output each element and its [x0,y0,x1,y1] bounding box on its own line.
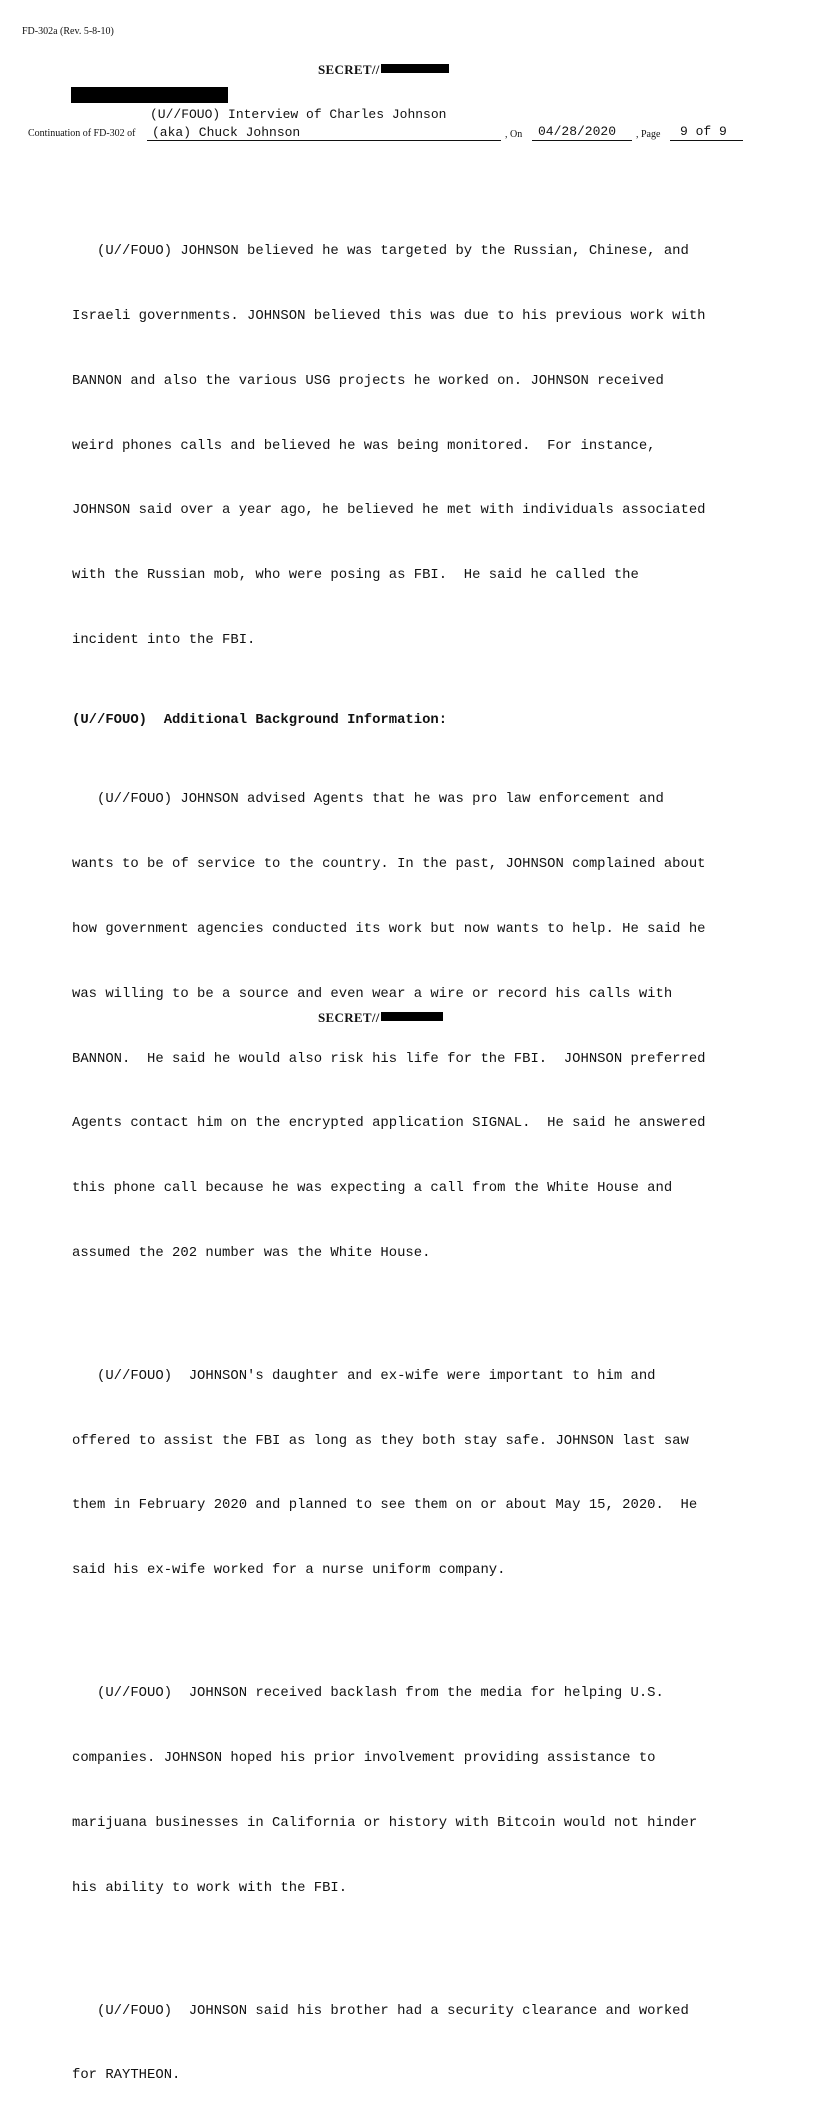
text-line: said his ex-wife worked for a nurse uniform company. [72,1562,506,1579]
classification-footer [318,1010,443,1026]
text-line: BANNON and also the various USG projects he worked on. JOHNSON received [72,372,664,389]
paragraph [72,1323,752,1625]
paragraph [72,746,752,1307]
classification-header [318,62,449,78]
interview-date: 04/28/2020 [538,124,617,139]
redaction-bar [71,87,228,103]
page-label: , Page [636,129,661,140]
text-line: JOHNSON said over a year ago, he believed he met with individuals associated [72,502,706,519]
text-line: incident into the FBI. [72,631,256,648]
section-heading: (U//FOUO) Additional Background Information: [72,711,448,728]
subject-underline [147,140,501,141]
text-line: offered to assist the FBI as long as they both stay safe. JOHNSON last saw [72,1432,689,1449]
text-line: Israeli governments. JOHNSON believed this was due to his previous work with [72,307,706,324]
text-line: (U//FOUO) JOHNSON's daughter and ex-wife were important to him and [72,1367,656,1384]
subject-line-2: (aka) Chuck Johnson [152,125,301,140]
text-line: companies. JOHNSON hoped his prior involvement providing assistance to [72,1749,656,1766]
text-line: this phone call because he was expecting a call from the White House and [72,1180,673,1197]
text-line: (U//FOUO) JOHNSON advised Agents that he was pro law enforcement and [72,791,664,808]
text-line: how government agencies conducted its work but now wants to help. He said he [72,921,706,937]
classification-label: SECRET// [318,62,380,77]
paragraph [72,198,752,695]
text-line: was willing to be a source and even wear a wire or record his calls with [72,985,673,1002]
text-line: for RAYTHEON. [72,2067,181,2084]
text-line: (U//FOUO) JOHNSON believed he was targeted by the Russian, Chinese, and [72,243,689,260]
continuation-label: Continuation of FD-302 of [28,128,136,139]
form-id: FD-302a (Rev. 5-8-10) [22,26,114,37]
paragraph [72,1957,752,2112]
text-line: marijuana businesses in California or history with Bitcoin would not hinder [72,1814,698,1831]
subject-line-1: (U//FOUO) Interview of Charles Johnson [150,107,447,122]
classification-label: SECRET// [318,1010,380,1025]
page-underline [670,140,743,141]
text-line: them in February 2020 and planned to see them on or about May 15, 2020. He [72,1497,698,1514]
on-label: , On [505,129,523,140]
text-line: weird phones calls and believed he was being monitored. For instance, [72,437,656,454]
document-body [72,198,752,2112]
text-line: (U//FOUO) JOHNSON said his brother had a security clearance and worked [72,2002,689,2019]
text-line: BANNON. He said he would also risk his life for the FBI. JOHNSON preferred [72,1050,706,1067]
paragraph [72,1640,752,1942]
text-line: assumed the 202 number was the White House. [72,1244,431,1261]
date-underline [532,140,632,141]
text-line: Agents contact him on the encrypted application SIGNAL. He said he answered [72,1115,706,1132]
text-line: his ability to work with the FBI. [72,1879,348,1896]
redaction-bar [381,64,449,73]
text-line: wants to be of service to the country. In the past, JOHNSON complained about [72,856,706,873]
page-number: 9 of 9 [680,124,727,139]
text-line: with the Russian mob, who were posing as FBI. He said he called the [72,567,639,584]
redaction-bar [381,1012,443,1021]
text-line: (U//FOUO) JOHNSON received backlash from the media for helping U.S. [72,1685,664,1702]
